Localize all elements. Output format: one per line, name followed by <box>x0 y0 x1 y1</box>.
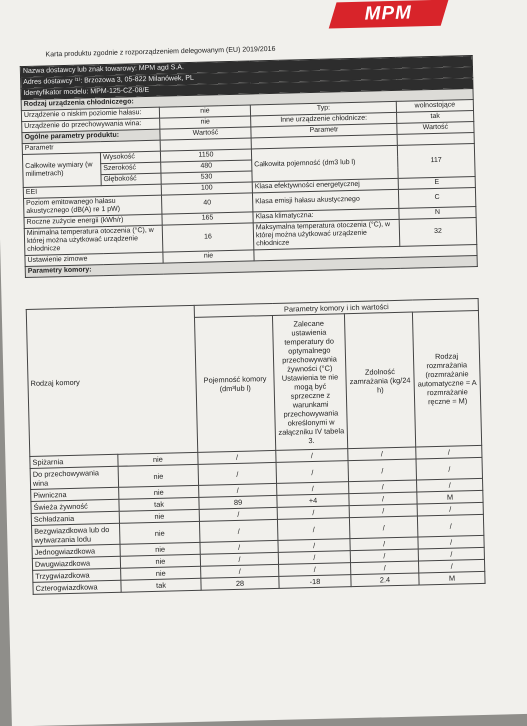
max-temp-label: Maksymalna temperatura otoczenia (°C), w której można użytkować urządzenie chłodnicze <box>253 219 400 250</box>
compartment-defrost: / <box>417 514 484 537</box>
col-temp-header: Zalecane ustawienia temperatury do optymalnego przechowywania żywności (°C) Ustawienia te nie mogą być sprzeczne z warunkami przechowywania określonymi w załączniku IV tabela 3. <box>272 314 347 451</box>
climate-value: N <box>399 206 476 219</box>
compartment-present: nie <box>120 554 200 568</box>
min-temp-label: Minimalna temperatura otoczenia (°C), w której można użytkować urządzenie chłodnicze <box>24 225 163 255</box>
compartment-name: Do przechowywania wina <box>30 466 118 489</box>
compartment-temp: -18 <box>279 575 351 589</box>
type-value: wolnostojące <box>396 100 473 113</box>
compartment-volume: / <box>200 552 278 566</box>
wine-value: nie <box>160 116 251 129</box>
col-freeze-header: Zdolność zamrażania (kg/24 h) <box>344 312 415 449</box>
compartment-volume: / <box>201 564 279 578</box>
compartment-volume: / <box>198 450 276 464</box>
col-param-left: Parametr <box>22 140 160 154</box>
col-volume-header: Pojemność komory (dm³lub l) <box>194 315 275 452</box>
noise-value: 40 <box>161 193 252 214</box>
consumption-value: 165 <box>162 212 253 225</box>
brand-logo: MPM <box>329 0 449 29</box>
supplier-name-label: Nazwa dostawcy lub znak towarowy: <box>22 65 137 76</box>
compartment-name: Piwniczna <box>31 487 119 501</box>
compartment-defrost: / <box>417 478 483 492</box>
compartment-present: nie <box>118 464 199 487</box>
compartment-name: Świeża żywność <box>31 499 119 513</box>
compartment-temp: / <box>276 449 348 463</box>
noise-class-label: Klasa emisji hałasu akustycznego <box>252 189 398 212</box>
compartment-freeze: / <box>350 537 418 551</box>
compartment-name: Schładzania <box>31 511 119 525</box>
compartment-volume: / <box>199 519 277 542</box>
model-label: Identyfikator modelu: <box>23 88 89 98</box>
compartment-present: nie <box>118 452 198 466</box>
compartment-name: Jednogwiazdkowa <box>32 544 120 558</box>
compartment-name: Spiżarnia <box>30 454 118 468</box>
document-title: Karta produktu zgodnie z rozporządzeniem delegowanym (EU) 2019/2016 <box>45 45 276 59</box>
winter-label: Ustawienie zimowe <box>25 252 163 266</box>
compartment-temp: +4 <box>277 494 349 508</box>
compartment-name: Trzygwiazdkowa <box>33 568 121 582</box>
col-defrost-header: Rodzaj rozmrażania (rozmrażanie automatyczne = A rozmrażanie ręczne = M) <box>412 310 481 447</box>
compartment-freeze: 2.4 <box>351 573 419 587</box>
supplier-address-label: Adres dostawcy ⁽¹⁾: <box>23 77 83 87</box>
energy-class-label: Klasa efektywności energetycznej <box>252 178 398 193</box>
min-temp-value: 16 <box>162 223 254 252</box>
col-value-header: Wartość <box>160 127 251 140</box>
other-label: Inne urządzenie chłodnicze: <box>251 112 397 127</box>
compartment-freeze: / <box>349 480 417 494</box>
compartment-temp: / <box>277 518 349 541</box>
height-label: Wysokość <box>100 151 160 163</box>
noise-class-value: C <box>398 187 475 208</box>
dims-label: Całkowite wymiary (w milimetrach) <box>22 153 101 188</box>
general-parameters-table <box>20 55 478 278</box>
height-value: 1150 <box>160 149 251 162</box>
supplier-address: Brzozowa 3, 05-822 Milanówek, PL <box>84 74 194 85</box>
compartment-freeze: / <box>349 492 417 506</box>
volume-label: Całkowita pojemność (dm3 lub l) <box>251 145 398 182</box>
supplier-name: MPM agd S.A. <box>138 64 185 73</box>
compartment-temp: / <box>278 551 350 565</box>
low-noise-label: Urządzenie o niskim poziomie hałasu: <box>21 107 159 121</box>
compartment-defrost: / <box>418 547 484 561</box>
col-param-header: Parametr <box>251 123 397 138</box>
compartment-volume: / <box>200 540 278 554</box>
compartment-present: nie <box>121 566 201 580</box>
compartment-name: Czterogwiazdkowa <box>33 580 121 594</box>
compartment-present: nie <box>120 542 200 556</box>
width-value: 480 <box>161 160 252 173</box>
compartment-temp: / <box>279 563 351 577</box>
compartments-table <box>26 298 486 595</box>
compartment-volume: / <box>199 483 277 497</box>
compartment-present: tak <box>119 497 199 511</box>
compartment-defrost: / <box>418 535 484 549</box>
climate-label: Klasa klimatyczna: <box>253 208 399 223</box>
model-id: MPM-125-CZ-08/E <box>90 86 150 96</box>
compartment-present: nie <box>119 521 200 544</box>
compartment-present: tak <box>121 578 201 592</box>
low-noise-value: nie <box>159 105 250 118</box>
compartment-freeze: / <box>350 549 418 563</box>
compartment-defrost: / <box>416 445 482 459</box>
compartment-defrost: / <box>419 559 485 573</box>
compartment-volume: 28 <box>201 576 279 590</box>
compartment-name: Bezgwiazdkowa lub do wytwarzania lodu <box>32 523 120 546</box>
max-temp-value: 32 <box>399 217 477 246</box>
compartment-volume: / <box>198 462 276 485</box>
compartment-freeze: / <box>348 459 416 482</box>
consumption-label: Roczne zużycie energii (kWh/r) <box>24 214 162 228</box>
compartments-heading: Parametry komory: <box>25 255 477 277</box>
compartment-temp: / <box>278 539 350 553</box>
compartment-name: Dwugwiazdkowa <box>32 556 120 570</box>
group-header: Parametry komory i ich wartości <box>194 298 478 317</box>
noise-label: Poziom emitowanego hałasu akustycznego (dB(A) re 1 pW) <box>24 195 162 217</box>
compartment-volume: 89 <box>199 495 277 509</box>
compartment-freeze: / <box>349 504 417 518</box>
depth-label: Głębokość <box>101 173 161 185</box>
type-label: Typ: <box>250 101 396 116</box>
compartment-freeze: / <box>349 516 417 539</box>
compartment-present: nie <box>119 485 199 499</box>
general-heading: Ogólne parametry produktu: <box>22 129 160 143</box>
eei-label: EEI <box>23 184 161 198</box>
compartment-freeze: / <box>348 447 416 461</box>
compartment-volume: / <box>199 507 277 521</box>
wine-label: Urządzenie do przechowywania wina: <box>22 118 160 132</box>
volume-value: 117 <box>397 144 475 179</box>
compartment-temp: / <box>277 482 349 496</box>
width-label: Szerokość <box>101 162 161 174</box>
compartment-defrost: M <box>417 490 483 504</box>
compartment-temp: / <box>276 461 348 484</box>
eei-value: 100 <box>161 182 252 195</box>
compartment-freeze: / <box>351 561 419 575</box>
compartment-defrost: / <box>416 457 483 480</box>
compartment-temp: / <box>277 506 349 520</box>
depth-value: 530 <box>161 171 252 184</box>
other-value: tak <box>397 111 474 124</box>
device-type-heading: Rodzaj urządzenia chłodniczego: <box>21 89 473 111</box>
compartment-present: nie <box>119 509 199 523</box>
col-type-header: Rodzaj komory <box>26 305 198 456</box>
col-value2-header: Wartość <box>397 122 474 135</box>
energy-class-value: E <box>398 176 475 189</box>
winter-value: nie <box>163 250 254 263</box>
compartment-defrost: M <box>419 571 485 585</box>
compartment-defrost: / <box>417 502 483 516</box>
